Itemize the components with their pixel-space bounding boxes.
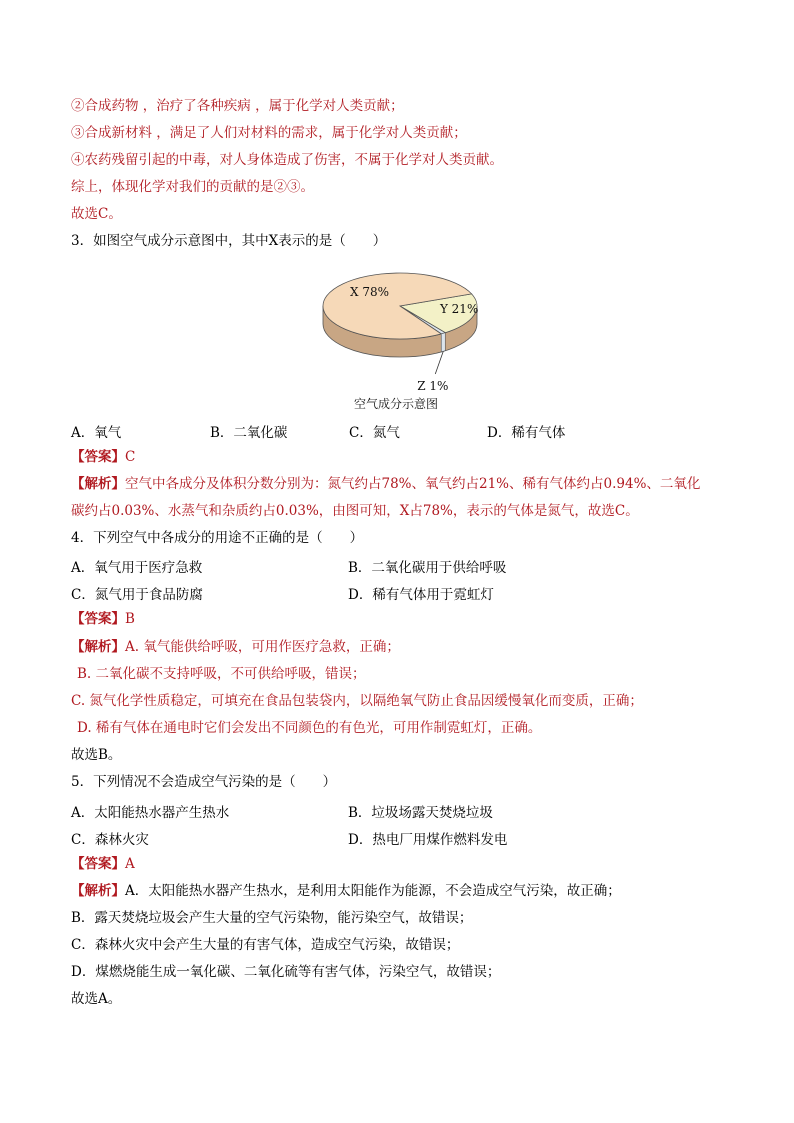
air-composition-pie-chart	[310, 262, 490, 417]
q4-choice: 故选B。	[71, 747, 122, 763]
q3-option-a: A．氧气	[71, 425, 122, 441]
q3-analysis-line-1	[71, 475, 700, 493]
q5-option-a: A．太阳能热水器产生热水	[71, 805, 230, 821]
pie-label-y: Y 21%	[439, 302, 479, 317]
q5-analysis-b: B．露天焚烧垃圾会产生大量的空气污染物，能污染空气，故错误；	[71, 910, 473, 926]
q5-option-b: B．垃圾场露天焚烧垃圾	[348, 805, 493, 821]
pie-label-x: X 78%	[350, 285, 390, 299]
q4-analysis-b: B. 二氧化碳不支持呼吸，不可供给呼吸，错误；	[77, 666, 366, 682]
q3-option-d: D．稀有气体	[487, 425, 566, 441]
q4-answer	[71, 610, 135, 628]
q4-analysis-label: 【解析】	[71, 639, 125, 655]
q5-option-c: C．森林火灾	[71, 832, 149, 848]
q3-answer-label: 【答案】	[71, 449, 125, 465]
z-leader-line	[435, 351, 443, 374]
pie-caption: 空气成分示意图	[354, 397, 439, 411]
q3-answer-value: C	[125, 449, 136, 465]
intro-line-2: ②合成药物 ，治疗了各种疾病 ，属于化学对人类贡献；	[71, 98, 404, 114]
q5-analysis-label: 【解析】	[71, 883, 125, 899]
q4-option-b: B．二氧化碳用于供给呼吸	[348, 560, 507, 576]
q3-answer	[71, 448, 135, 466]
q4-option-c: C．氮气用于食品防腐	[71, 587, 203, 603]
q5-answer	[71, 855, 135, 873]
q4-stem: 4．下列空气中各成分的用途不正确的是（ ）	[71, 530, 364, 546]
q5-answer-label: 【答案】	[71, 856, 125, 872]
q5-analysis-d: D．煤燃烧能生成一氧化碳、二氧化硫等有害气体，污染空气，故错误；	[71, 964, 501, 980]
q4-option-a: A．氧气用于医疗急救	[71, 560, 203, 576]
q3-analysis-line-2: 碳约占0.03%、水蒸气和杂质约占0.03%，由图可知，X占78%，表示的气体是氮气，故选C。	[71, 503, 639, 519]
q3-analysis-text-1: 空气中各成分及体积分数分别为：氮气约占78%、氧气约占21%、稀有气体约占0.94%、二氧化	[125, 476, 701, 492]
q4-option-d: D．稀有气体用于霓虹灯	[348, 587, 494, 603]
q5-choice: 故选A。	[71, 991, 122, 1007]
intro-line-3: ③合成新材料 ，满足了人们对材料的需求，属于化学对人类贡献；	[71, 125, 467, 141]
q4-answer-value: B	[125, 611, 135, 627]
q3-analysis-label: 【解析】	[71, 476, 125, 492]
q5-analysis-c: C．森林火灾中会产生大量的有害气体，造成空气污染，故错误；	[71, 937, 460, 953]
q5-stem: 5．下列情况不会造成空气污染的是（ ）	[71, 774, 337, 790]
q5-analysis-a: A．太阳能热水器产生热水，是利用太阳能作为能源，不会造成空气污染，故正确；	[125, 883, 621, 899]
q5-analysis-line-a	[71, 882, 621, 900]
intro-summary: 综上，体现化学对我们的贡献的是②③。	[71, 179, 314, 195]
q4-analysis-line-a	[71, 638, 400, 656]
q3-option-b: B．二氧化碳	[210, 425, 288, 441]
q5-option-d: D．热电厂用煤作燃料发电	[348, 832, 508, 848]
q4-analysis-c: C. 氮气化学性质稳定，可填充在食品包装袋内，以隔绝氧气防止食品因缓慢氧化而变质，正确；	[71, 693, 643, 709]
q4-analysis-d: D. 稀有气体在通电时它们会发出不同颜色的有色光，可用作制霓虹灯，正确。	[77, 720, 542, 736]
q3-option-c: C．氮气	[349, 425, 400, 441]
q4-analysis-a: A. 氧气能供给呼吸，可用作医疗急救，正确；	[125, 639, 400, 655]
intro-line-4: ④农药残留引起的中毒，对人身体造成了伤害，不属于化学对人类贡献。	[71, 152, 503, 168]
q3-stem: 3．如图空气成分示意图中，其中X表示的是（ ）	[71, 233, 387, 249]
pie-slice-z-side	[441, 333, 445, 352]
q5-answer-value: A	[125, 856, 135, 872]
intro-choice: 故选C。	[71, 206, 122, 222]
pie-label-z: Z 1%	[417, 379, 449, 393]
q4-answer-label: 【答案】	[71, 611, 125, 627]
